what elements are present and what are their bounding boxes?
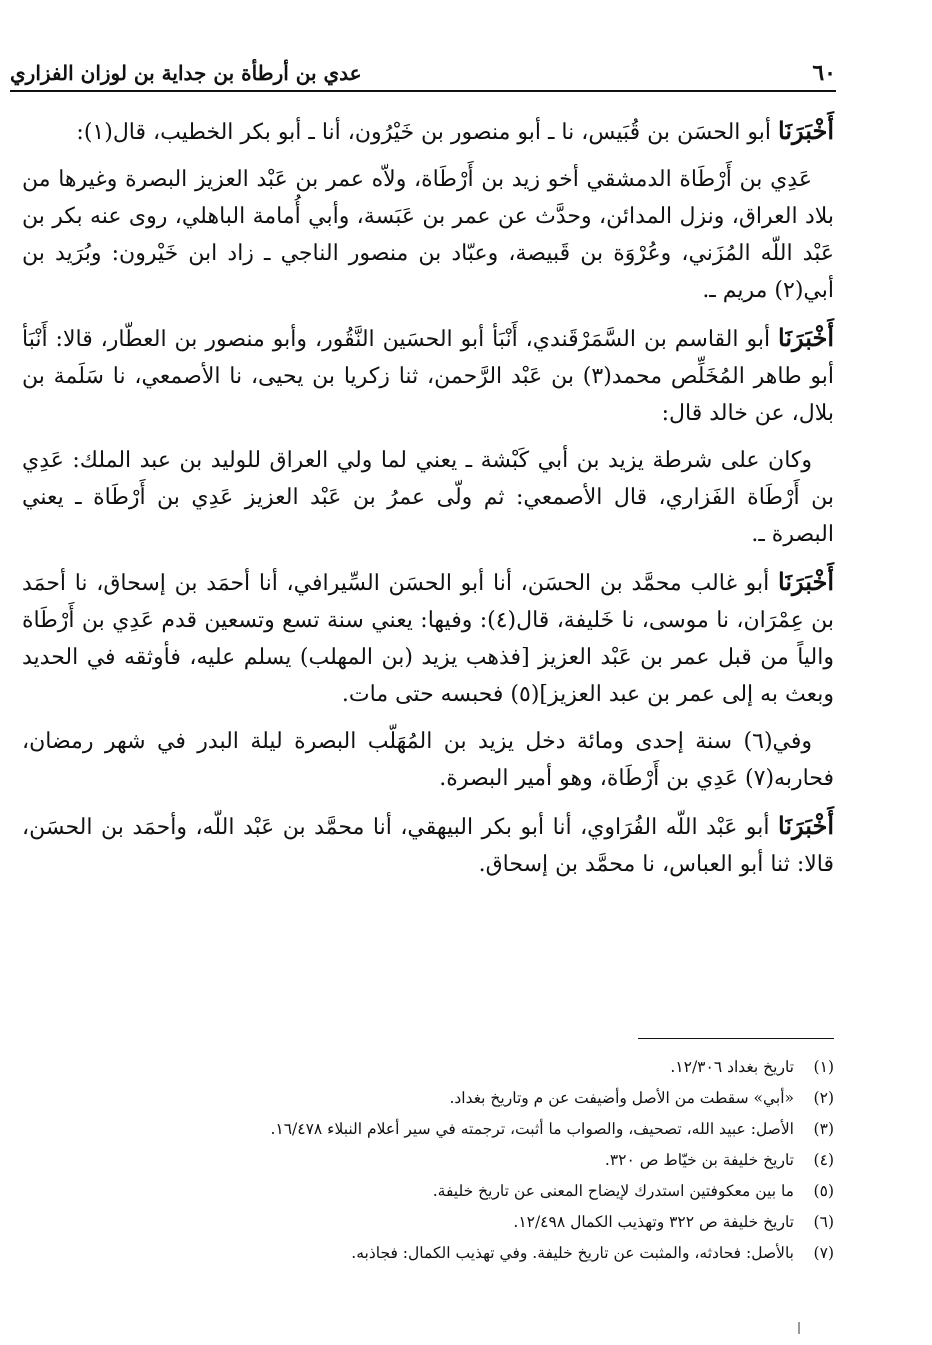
footnote-text: «أبي» سقطت من الأصل وأضيفت عن م وتاريخ بغداد. xyxy=(449,1089,794,1107)
footnote-text: تاريخ خليفة ص ٣٢٢ وتهذيب الكمال ١٢/٤٩٨. xyxy=(513,1213,794,1231)
paragraph-text: أبو القاسم بن السَّمَرْقَندي، أَنْبَأ أبو الحسَين النَّقُور، وأبو منصور بن العطّار، قالا: أَنْبَأ أبو طاهر المُخَلِّص محمد(٣) بن عَبْد الرَّحمن، ثنا زكريا بن يحيى، نا الأصمعي، نا سَلَمة بن بلال، عن خالد قال: xyxy=(22,327,834,426)
footnote xyxy=(22,1052,834,1083)
footnote-text: ما بين معكوفتين استدرك لإيضاح المعنى عن تاريخ خليفة. xyxy=(432,1182,794,1200)
paragraph-2 xyxy=(22,161,834,309)
paragraph-4 xyxy=(22,442,834,553)
footnote-text: بالأصل: فحادثه، والمثبت عن تاريخ خليفة. وفي تهذيب الكمال: فجاذبه. xyxy=(351,1244,794,1262)
footnote-number: (٧) xyxy=(813,1244,834,1262)
page-header xyxy=(10,56,836,92)
footnote-number: (٦) xyxy=(813,1213,834,1231)
footnote-divider xyxy=(638,1038,834,1039)
paragraph-1 xyxy=(22,112,834,151)
paragraph-lead: أَخْبَرَنَا xyxy=(778,567,834,596)
paragraph-text: أبو عَبْد اللّه الفُرَاوي، أنا أبو بكر البيهقي، أنا محمَّد بن عَبْد اللّه، وأحمَد بن الحسَن، قالا: ثنا أبو العباس، نا محمَّد بن إسحاق. xyxy=(22,815,834,877)
footnotes xyxy=(22,1052,834,1269)
paragraph-text: وفي(٦) سنة إحدى ومائة دخل يزيد بن المُهَلّب البصرة ليلة البدر في شهر رمضان، فحاربه(٧) عَدِي بن أَرْطَاة، وهو أمير البصرة. xyxy=(22,729,834,791)
footnote-number: (١) xyxy=(813,1058,834,1076)
footnote xyxy=(22,1238,834,1269)
scan-mark xyxy=(798,1322,800,1334)
running-title: عدي بن أرطأة بن جداية بن لوزان الفزاري xyxy=(10,61,362,85)
footnote xyxy=(22,1145,834,1176)
footnote xyxy=(22,1114,834,1145)
paragraph-lead: أَخْبَرَنَا xyxy=(778,116,834,145)
footnote-number: (٥) xyxy=(813,1182,834,1200)
paragraph-text: أبو الحسَن بن قُبَيس، نا ـ أبو منصور بن خَيْرُون، أنا ـ أبو بكر الخطيب، قال(١): xyxy=(76,120,779,145)
paragraph-7 xyxy=(22,807,834,883)
footnote xyxy=(22,1083,834,1114)
footnote-number: (٢) xyxy=(813,1089,834,1107)
paragraph-text: وكان على شرطة يزيد بن أبي كَبْشة ـ يعني لما ولي العراق للوليد بن عبد الملك: عَدِي بن أَرْطَاة الفَزاري، قال الأصمعي: ثم ولّى عمرُ بن عَبْد العزيز عَدِي بن أَرْطَاة ـ يعني البصرة ـ. xyxy=(22,448,834,547)
paragraph-lead: أَخْبَرَنَا xyxy=(778,323,834,352)
footnote-number: (٣) xyxy=(813,1120,834,1138)
footnote-number: (٤) xyxy=(813,1151,834,1169)
footnote xyxy=(22,1207,834,1238)
paragraph-5 xyxy=(22,563,834,713)
footnote-text: تاريخ بغداد ١٢/٣٠٦. xyxy=(670,1058,794,1076)
footnote xyxy=(22,1176,834,1207)
paragraph-text: عَدِي بن أَرْطَاة الدمشقي أخو زيد بن أَرْطَاة، ولاّه عمر بن عَبْد العزيز البصرة وغيرها من بلاد العراق، ونزل المدائن، وحدَّث عن عمر بن عَبَسة، وأبي أُمامة الباهلي، روى عنه بكر بن عَبْد اللّه المُزَني، وعُرْوَة بن قَبيصة، وعبّاد بن منصور الناجي ـ زاد ابن خَيْرون: وبُرَيد بن أبي(٢) مريم ـ. xyxy=(22,167,834,303)
paragraph-6 xyxy=(22,723,834,797)
paragraph-text: أبو غالب محمَّد بن الحسَن، أنا أبو الحسَن السِّيرافي، أنا أحمَد بن إسحاق، نا أحمَد بن عِمْرَان، نا موسى، نا خَليفة، قال(٤): وفيها: يعني سنة تسع وتسعين قدم عَدِي بن أَرْطَاة والياً من قبل عمر بن عَبْد العزيز [فذهب يزيد (بن المهلب) يسلم عليه، فأوثقه في الحديد وبعث به إلى عمر بن عبد العزيز](٥) فحبسه حتى مات. xyxy=(22,571,834,707)
footnote-text: الأصل: عبيد الله، تصحيف، والصواب ما أثبت، ترجمته في سير أعلام النبلاء ١٦/٤٧٨. xyxy=(270,1120,794,1138)
page-number: ٦٠ xyxy=(812,60,836,86)
main-text xyxy=(22,112,834,893)
paragraph-lead: أَخْبَرَنَا xyxy=(778,811,834,840)
footnote-text: تاريخ خليفة بن خيّاط ص ٣٢٠. xyxy=(604,1151,794,1169)
paragraph-3 xyxy=(22,319,834,432)
